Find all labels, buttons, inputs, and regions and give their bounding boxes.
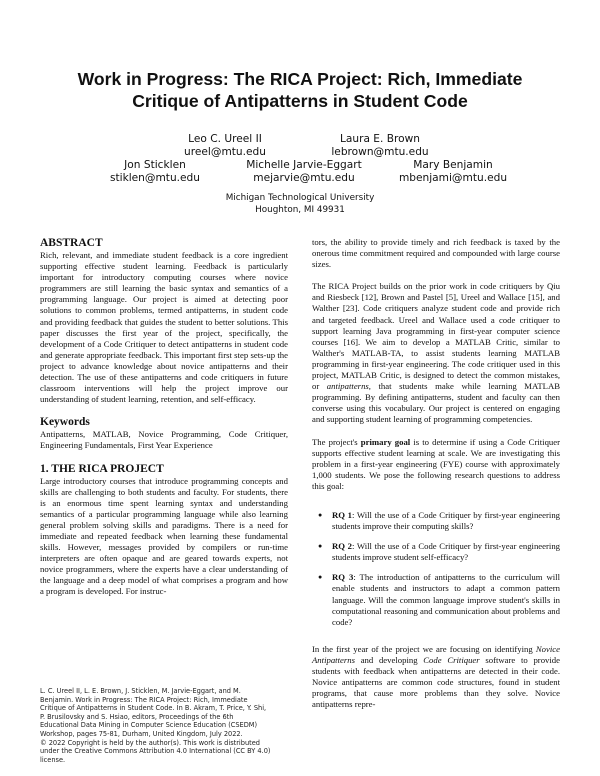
footnote-line: L. C. Ureel II, L. E. Brown, J. Sticklen, M. Jarvie-Eggart, and M. <box>40 687 241 695</box>
right-column <box>312 237 560 710</box>
footnote-line: Critique of Antipatterns in Student Code. In B. Akram, T. Price, Y. Shi, <box>40 704 267 713</box>
research-questions <box>312 510 560 628</box>
italic-term: Code Critiquer <box>423 654 480 665</box>
text-run: In the first year of the project we are focusing on identifying <box>312 643 533 654</box>
bold-term: primary goal <box>360 436 411 447</box>
footnote-line: Educational Data Mining in Computer Science Education (CSEDM) <box>40 721 258 730</box>
keywords-heading: Keywords <box>40 416 90 429</box>
rq-label: RQ 1 <box>332 509 352 520</box>
section-heading: 1. THE RICA PROJECT <box>40 462 164 475</box>
footnote-line: under the Creative Commons Attribution 4.0 International (CC BY 4.0) <box>40 747 271 756</box>
footnote-line: Benjamin. Work in Progress: The RICA Project: Rich, Immediate <box>40 695 248 704</box>
author-email: mbenjami@mtu.edu <box>398 172 508 184</box>
author-name: Laura E. Brown <box>339 133 420 145</box>
author-email: stiklen@mtu.edu <box>109 172 201 184</box>
footnote-line: license. <box>40 755 66 764</box>
affiliation-line-1: Michigan Technological University <box>225 193 375 203</box>
paragraph: tors, the ability to provide timely and rich feedback is taxed by the onerous time commitment required and compounded with large course sizes. <box>312 237 560 270</box>
author-name: Jon Sticklen <box>124 159 186 171</box>
author-block <box>378 159 528 185</box>
title-line-2: Critique of Antipatterns in Student Code <box>132 91 468 111</box>
abstract-text: Rich, relevant, and immediate student feedback is a core ingredient supporting effective student learning. Feedback is particularly important for introductory computing courses where novice programmers are still learning the basic syntax and semantics of a programming language. Our project is aimed at detecting poor solutions to common problems, termed antipatterns, in student code and providing feedback that guides the student to better solutions. This paper discusses the first year of the project, specifically, the development of a Code Critiquer to detect antipatterns in student code and generate appropriate feedback. This important first step sets-up the project to advance knowledge about novice antipatterns and their detection. The use of these antipatterns and code critiquers in future classroom interventions will help the project improve our understanding of student learning, retention, and self-efficacy. <box>40 250 288 405</box>
author-name: Leo C. Ureel II <box>188 133 262 145</box>
list-item <box>312 572 560 627</box>
author-name: Mary Benjamin <box>413 159 493 171</box>
abstract-heading: ABSTRACT <box>40 237 103 249</box>
paragraph <box>312 437 560 492</box>
text-run: software to provide students with feedback when antipatterns are detected in their code. Novice antipatterns are common code structures, found in student programs, that cause more problems than they solve. Novice antipatterns repre- <box>312 654 560 710</box>
footnote-line: P. Brusilovsky and S. Hsiao, editors, Proceedings of the 6th <box>40 712 234 721</box>
copyright-footnote <box>40 687 288 764</box>
title-line-1: Work in Progress: The RICA Project: Rich, Immediate <box>77 69 523 89</box>
rq-label: RQ 2 <box>332 541 352 552</box>
list-item <box>312 510 560 532</box>
rq-text: : Will the use of a Code Critiquer by first-year engineering students improve student self-efficacy? <box>332 541 561 563</box>
left-column <box>40 237 288 598</box>
rq-text: : The introduction of antipatterns to the curriculum will enable students and instructors to adapt a common pattern language. Will the common language improve student's skills in computational reasoning and communication about problems and code? <box>332 572 561 627</box>
section-text: Large introductory courses that introduce programming concepts and skills are challenging to both students and faculty. For students, there is an enormous time spent learning syntax and understanding semantics of a particular programming language while also learning general problem solving skills and paradigms. There is a need for immediate and repeated feedback when learning these fundamental skills. However, messages provided by compilers or run-time interpreters are often opaque and are geared towards experts, not novice programmers, where the experts have a clear understanding of the language and a deep model of what comprises a program and how a program is developed. For instruc- <box>40 475 288 597</box>
affiliation <box>200 193 400 216</box>
keywords-text: Antipatterns, MATLAB, Novice Programming, Code Critiquer, Engineering Fundamentals, First Year Experience <box>40 429 288 451</box>
author-name: Michelle Jarvie-Eggart <box>246 159 362 171</box>
author-block <box>305 133 455 159</box>
author-email: mejarvie@mtu.edu <box>253 172 355 184</box>
paragraph <box>312 281 560 425</box>
affiliation-line-2: Houghton, MI 49931 <box>255 204 345 215</box>
rq-text: : Will the use of a Code Critiquer by first-year engineering students improve their computing skills? <box>332 509 561 532</box>
text-run: , that students make while learning MATLAB programming. By defining antipatterns, student and faculty can then converse using this vocabulary. Our project is centered on engaging and supporting student learning of programming competencies. <box>312 381 561 425</box>
text-run: is to determine if using a Code Critiquer supports effective student learning at scale. We are investigating this problem in a first-year engineering (FYE) course with approximately 1,000 students. We pose the following research questions to address this goal: <box>312 436 561 491</box>
footnote-line: Workshop, pages 75-81, Durham, United Kingdom, July 2022. <box>40 729 243 738</box>
author-block <box>80 159 230 185</box>
rq-label: RQ 3 <box>332 572 354 583</box>
text-run: The project's <box>312 436 358 447</box>
author-block <box>224 159 384 185</box>
paragraph <box>312 644 560 711</box>
footnote-line: © 2022 Copyright is held by the author(s). This work is distributed <box>40 738 260 747</box>
text-run: and developing <box>360 654 418 665</box>
text-run: The RICA Project builds on the prior work in code critiquers by Qiu and Riesbeck [12], Brown and Pastel [5], Ureel and Wallace [15], and Walther [23]. Code critiquers analyze student code and provide rich and targeted feedback. Ureel and Wallace used a code critiquer to support learning Java programming in first-year computer science courses [16]. We aim to develop a MATLAB Critic, similar to Walther's MATLAB-TA, to assist students learning MATLAB programming in first-year engineering. The code critiquer used in this project, MATLAB Critic, is designed to detect the common mistakes, or <box>312 281 560 392</box>
author-block <box>150 133 300 159</box>
paper-title <box>40 68 560 112</box>
author-email: ureel@mtu.edu <box>184 146 266 158</box>
author-email: lebrown@mtu.edu <box>331 146 429 158</box>
italic-term: antipatterns <box>326 381 369 392</box>
list-item <box>312 541 560 563</box>
italic-term: Novice Antipatterns <box>312 643 560 665</box>
